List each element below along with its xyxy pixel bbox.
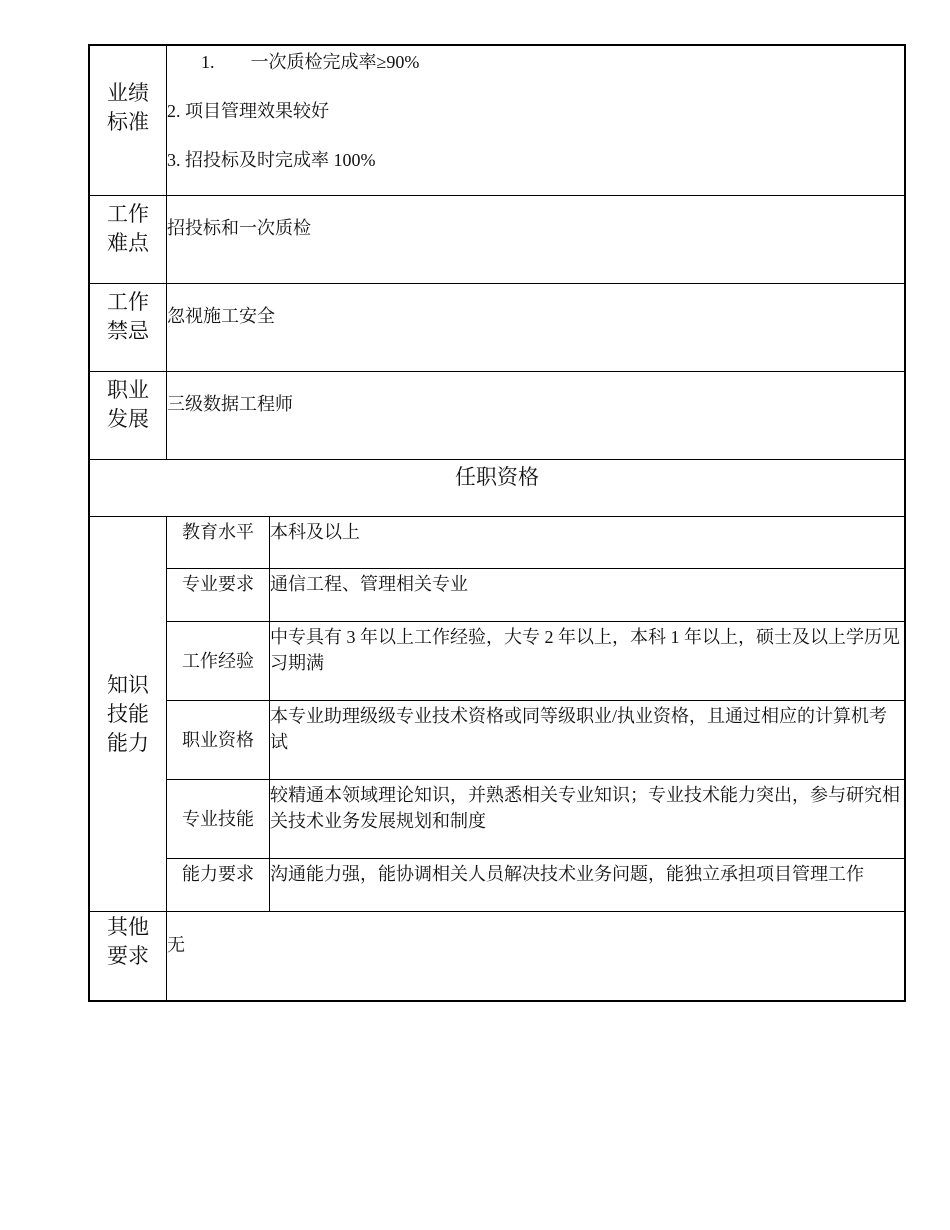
- other-requirements-label: 其他要求: [90, 912, 167, 1000]
- major-row: [167, 569, 904, 622]
- taboo-row: [90, 284, 904, 372]
- performance-standard-list: [167, 46, 904, 195]
- difficulty-row: [90, 196, 904, 284]
- career-value: 三级数据工程师: [167, 394, 293, 414]
- qualifications-header-row: [90, 460, 904, 517]
- education-row: [167, 517, 904, 569]
- performance-standard-row: [90, 46, 904, 196]
- career-label: 职业发展: [90, 372, 167, 459]
- qualifications-subtable: [167, 517, 904, 911]
- education-value: 本科及以上: [270, 522, 360, 542]
- other-requirements-row: [90, 912, 904, 1000]
- taboo-label: 工作禁忌: [90, 284, 167, 371]
- performance-standard-label: 业绩标准: [90, 46, 167, 195]
- job-description-table: [88, 44, 906, 1002]
- performance-item: 2. 项目管理效果较好: [167, 101, 329, 121]
- skills-label: 专业技能: [167, 780, 270, 858]
- knowledge-skills-row: [90, 517, 904, 912]
- qualifications-title: 任职资格: [455, 465, 539, 489]
- skills-value: 较精通本领域理论知识，并熟悉相关专业知识；专业技术能力突出，参与研究相关技术业务发展规划和制度: [270, 785, 900, 831]
- ability-label: 能力要求: [167, 859, 270, 911]
- certification-label: 职业资格: [167, 701, 270, 779]
- difficulty-label: 工作难点: [90, 196, 167, 283]
- skills-row: [167, 780, 904, 859]
- performance-item: 3. 招投标及时完成率 100%: [167, 150, 376, 170]
- major-label: 专业要求: [167, 569, 270, 621]
- certification-row: [167, 701, 904, 780]
- experience-label: 工作经验: [167, 622, 270, 700]
- experience-value: 中专具有 3 年以上工作经验，大专 2 年以上，本科 1 年以上，硕士及以上学历见习期满: [270, 627, 900, 673]
- difficulty-value: 招投标和一次质检: [167, 218, 311, 238]
- certification-value: 本专业助理级级专业技术资格或同等级职业/执业资格，且通过相应的计算机考试: [270, 706, 887, 752]
- major-value: 通信工程、管理相关专业: [270, 574, 468, 594]
- taboo-value: 忽视施工安全: [167, 306, 275, 326]
- career-row: [90, 372, 904, 460]
- ability-row: [167, 859, 904, 911]
- other-requirements-value: 无: [167, 935, 185, 955]
- ability-value: 沟通能力强，能协调相关人员解决技术业务问题，能独立承担项目管理工作: [270, 864, 864, 884]
- knowledge-skills-label: 知识技能能力: [90, 517, 167, 911]
- experience-row: [167, 622, 904, 701]
- performance-item: 1. 一次质检完成率≥90%: [201, 52, 420, 72]
- education-label: 教育水平: [167, 517, 270, 568]
